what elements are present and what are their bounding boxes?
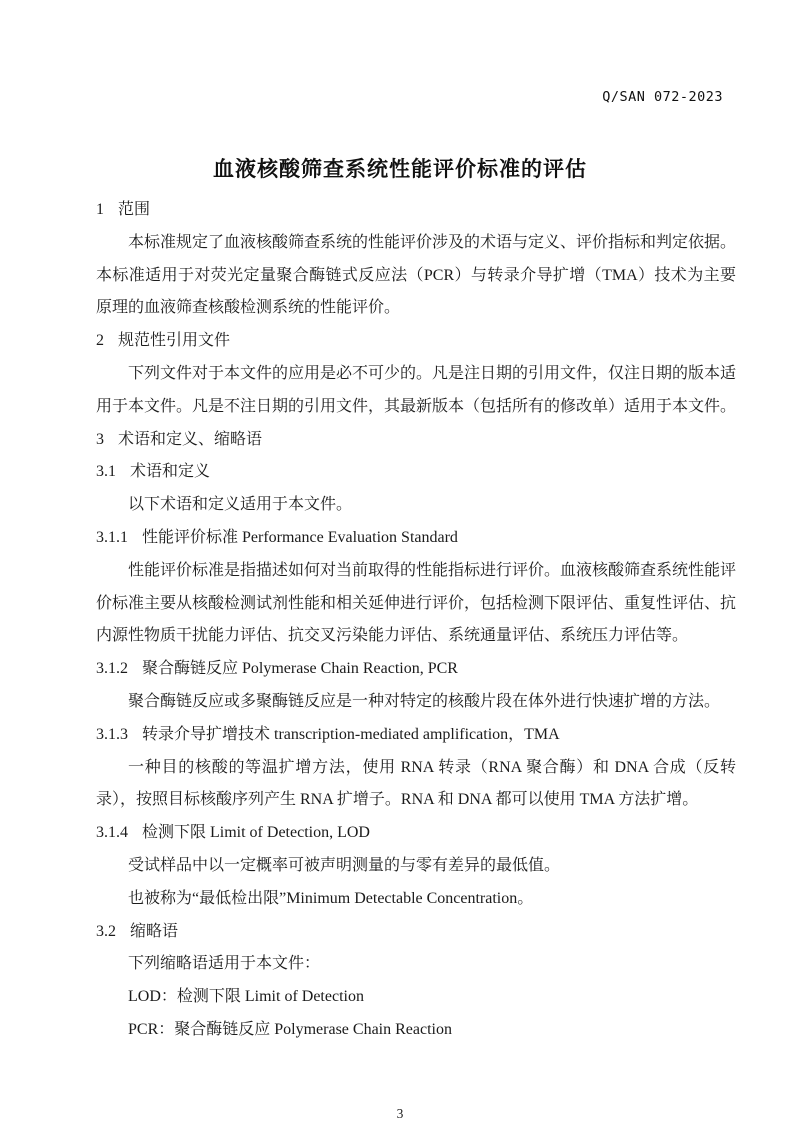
page-header	[96, 88, 736, 106]
para-terms-intro: 以下术语和定义适用于本文件。	[128, 496, 353, 514]
section-number: 3.1.2	[96, 660, 128, 678]
section-title: 范围	[118, 201, 151, 218]
heading-3-1-1-performance-evaluation-standard	[96, 522, 736, 555]
section-title: 检测下限 Limit of Detection, LOD	[142, 824, 370, 842]
document-title: 血液核酸筛查系统性能评价标准的评估	[213, 157, 587, 181]
section-title: 聚合酶链反应 Polymerase Chain Reaction, PCR	[142, 660, 458, 678]
section-title: 术语和定义、缩略语	[118, 430, 263, 448]
section-number: 3.1.3	[96, 725, 128, 743]
para-lod-definition: 受试样品中以一定概率可被声明测量的与零有差异的最低值。	[128, 856, 561, 874]
heading-3-1-3-tma	[96, 719, 736, 752]
heading-3-terms-abbreviations	[96, 424, 736, 457]
section-title: 规范性引用文件	[118, 332, 231, 350]
document-body	[96, 194, 736, 1047]
para-performance-evaluation-standard: 性能评价标准是指描述如何对当前取得的性能指标进行评价。血液核酸筛查系统性能评价标准主要从核酸检测试剂性能和相关延伸进行评价，包括检测下限评估、重复性评估、抗内源性物质干扰能力评估、抗交叉污染能力评估、系统通量评估、系统压力评估等。	[96, 561, 737, 645]
heading-1-scope	[96, 194, 736, 227]
section-number: 1	[96, 201, 104, 218]
section-title: 术语和定义	[130, 463, 211, 481]
para-scope-statement: 本标准规定了血液核酸筛查系统的性能评价涉及的术语与定义、评价指标和判定依据。本标准适用于对荧光定量聚合酶链式反应法（PCR）与转录介导扩增（TMA）技术为主要原理的血液筛查核酸检测系统的性能评价。	[96, 233, 737, 317]
para-abbreviations-intro: 下列缩略语适用于本文件：	[128, 955, 321, 973]
section-number: 3.1	[96, 463, 116, 481]
heading-3-1-4-lod	[96, 817, 736, 850]
section-number: 3	[96, 430, 104, 448]
section-number: 3.1.1	[96, 528, 128, 546]
section-number: 3.2	[96, 922, 116, 940]
heading-3-1-2-pcr	[96, 653, 736, 686]
section-number: 2	[96, 332, 104, 350]
doc-number-text: Q/SAN 072-2023	[602, 89, 723, 105]
heading-3-1-terms-definitions	[96, 456, 736, 489]
section-number: 3.1.4	[96, 824, 128, 842]
page-number: 3	[396, 1106, 404, 1121]
heading-2-normative-references	[96, 325, 736, 358]
list-item-pcr: PCR：聚合酶链反应 Polymerase Chain Reaction	[128, 1020, 452, 1038]
para-tma-definition: 一种目的核酸的等温扩增方法，使用 RNA 转录（RNA 聚合酶）和 DNA 合成（反转录），按照目标核酸序列产生 RNA 扩增子。RNA 和 DNA 都可以使用 TMA 方法扩增。	[96, 758, 736, 809]
para-lod-alias: 也被称为“最低检出限”Minimum Detectable Concentration。	[128, 889, 534, 907]
para-pcr-definition: 聚合酶链反应或多聚酶链反应是一种对特定的核酸片段在体外进行快速扩增的方法。	[128, 692, 721, 710]
para-normative-references: 下列文件对于本文件的应用是必不可少的。凡是注日期的引用文件，仅注日期的版本适用于本文件。凡是不注日期的引用文件，其最新版本（包括所有的修改单）适用于本文件。	[96, 364, 737, 415]
section-title: 缩略语	[130, 922, 179, 940]
heading-3-2-abbreviations	[96, 916, 736, 949]
section-title: 性能评价标准 Performance Evaluation Standard	[142, 528, 458, 546]
list-item-lod: LOD：检测下限 Limit of Detection	[128, 988, 364, 1006]
page-footer	[0, 1105, 800, 1123]
section-title: 转录介导扩增技术 transcription-mediated amplification，TMA	[142, 725, 560, 743]
